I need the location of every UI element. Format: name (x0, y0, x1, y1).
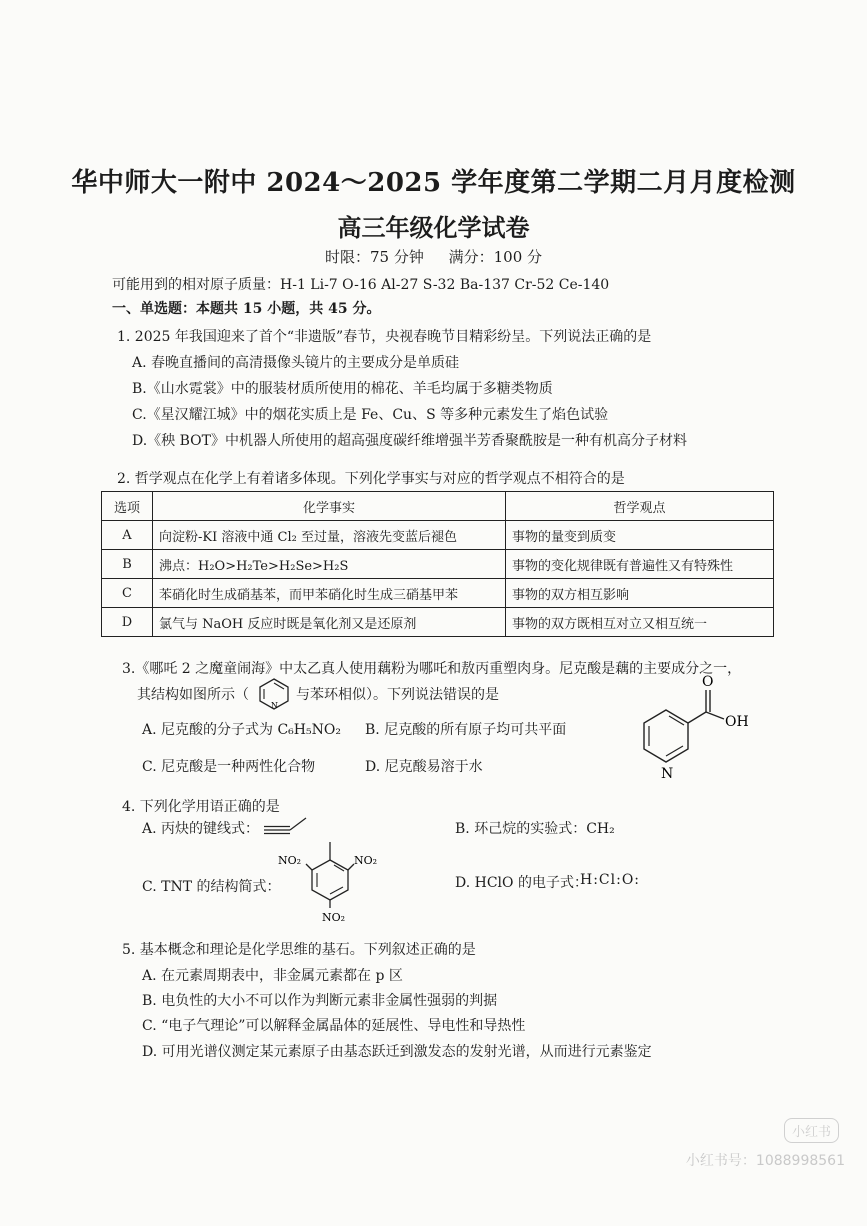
exam-meta (0, 246, 867, 267)
q3-option-d: D. 尼克酸易溶于水 (365, 759, 483, 775)
table-cell: D (102, 608, 153, 637)
q3-stem-line2-a: 其结构如图所示（ (137, 687, 249, 703)
svg-text:OH: OH (725, 714, 749, 730)
table-cell: 事物的变化规律既有普遍性又有特殊性 (506, 550, 774, 579)
time-limit: 时限：75 分钟 (324, 248, 424, 266)
q3-stem-line2-b: 与苯环相似）。下列说法错误的是 (296, 687, 499, 703)
table-row (102, 550, 774, 579)
q1-option-a: A. 春晚直播间的高清摄像头镜片的主要成分是单质硅 (132, 355, 460, 371)
q4-stem: 4. 下列化学用语正确的是 (122, 799, 280, 815)
section-heading: 一、单选题：本题共 15 小题，共 45 分。 (112, 301, 381, 317)
propyne-skeletal-icon (262, 814, 310, 836)
table-header: 化学事实 (153, 492, 506, 521)
q4-option-b: B. 环己烷的实验式：CH₂ (455, 821, 615, 837)
svg-text:N: N (271, 701, 278, 710)
q5-option-d: D. 可用光谱仪测定某元素原子由基态跃迁到激发态的发射光谱，从而进行元素鉴定 (142, 1044, 652, 1060)
table-cell: 氯气与 NaOH 反应时既是氧化剂又是还原剂 (153, 608, 506, 637)
svg-text:NO₂: NO₂ (354, 854, 378, 867)
hclo-electron-formula: H:Cl:O: (580, 872, 641, 888)
q2-table (101, 491, 774, 637)
q1-option-c: C.《星汉耀江城》中的烟花实质上是 Fe、Cu、S 等多种元素发生了焰色试验 (132, 407, 609, 423)
q1-stem: 1. 2025 年我国迎来了首个“非遗版”春节，央视春晚节目精彩纷呈。下列说法正确的是 (117, 329, 652, 345)
q3-option-c: C. 尼克酸是一种两性化合物 (142, 759, 316, 775)
table-cell: C (102, 579, 153, 608)
table-cell: 苯硝化时生成硝基苯，而甲苯硝化时生成三硝基甲苯 (153, 579, 506, 608)
table-cell: 向淀粉-KI 溶液中通 Cl₂ 至过量，溶液先变蓝后褪色 (153, 521, 506, 550)
q4-option-d: D. HClO 的电子式： (455, 875, 588, 891)
q4-option-c: C. TNT 的结构简式： (142, 879, 281, 895)
table-row (102, 579, 774, 608)
exam-title: 华中师大一附中 2024～2025 学年度第二学期二月月度检测 (71, 168, 796, 198)
table-header-row (102, 492, 774, 521)
table-header: 选项 (102, 492, 153, 521)
table-cell: 事物的量变到质变 (506, 521, 774, 550)
q3-stem-line1: 3.《哪吒 2 之魔童闹海》中太乙真人使用藕粉为哪吒和敖丙重塑肉身。尼克酸是藕的主要成分之一， (122, 661, 742, 677)
table-cell: 事物的双方既相互对立又相互统一 (506, 608, 774, 637)
pyridine-icon (254, 677, 294, 711)
table-row (102, 521, 774, 550)
q1-option-d: D.《秧 BOT》中机器人所使用的超高强度碳纤维增强半芳香聚酰胺是一种有机高分子材料 (132, 433, 687, 449)
q3-option-a: A. 尼克酸的分子式为 C₆H₅NO₂ (142, 722, 341, 738)
svg-text:NO₂: NO₂ (278, 854, 302, 867)
q3-option-b: B. 尼克酸的所有原子均可共平面 (365, 722, 567, 738)
tnt-structure-icon (272, 836, 388, 926)
svg-text:O: O (702, 674, 714, 690)
table-header: 哲学观点 (506, 492, 774, 521)
q5-option-c: C. “电子气理论”可以解释金属晶体的延展性、导电性和导热性 (142, 1018, 526, 1034)
table-cell: 事物的双方相互影响 (506, 579, 774, 608)
table-cell: 沸点：H₂O>H₂Te>H₂Se>H₂S (153, 550, 506, 579)
q5-stem: 5. 基本概念和理论是化学思维的基石。下列叙述正确的是 (122, 942, 476, 958)
q5-option-b: B. 电负性的大小不可以作为判断元素非金属性强弱的判据 (142, 993, 498, 1009)
table-row (102, 608, 774, 637)
table-cell: B (102, 550, 153, 579)
q4-option-a: A. 丙炔的键线式： (142, 821, 260, 837)
atomic-masses: 可能用到的相对原子质量：H-1 Li-7 O-16 Al-27 S-32 Ba-137 Cr-52 Ce-140 (112, 277, 610, 293)
full-score: 满分：100 分 (448, 248, 543, 266)
q5-option-a: A. 在元素周期表中，非金属元素都在 p 区 (142, 968, 403, 984)
table-cell: A (102, 521, 153, 550)
watermark-logo: 小红书 (784, 1118, 839, 1143)
exam-subtitle: 高三年级化学试卷 (337, 213, 530, 242)
watermark-text: 小红书号：1088998561 (685, 1153, 845, 1169)
q1-option-b: B.《山水霓裳》中的服装材质所使用的棉花、羊毛均属于多糖类物质 (132, 381, 553, 397)
q2-stem: 2. 哲学观点在化学上有着诸多体现。下列化学事实与对应的哲学观点不相符合的是 (117, 471, 625, 487)
svg-text:NO₂: NO₂ (322, 911, 346, 924)
svg-text:N: N (661, 766, 674, 782)
nicotinic-acid-structure-icon (626, 672, 756, 796)
